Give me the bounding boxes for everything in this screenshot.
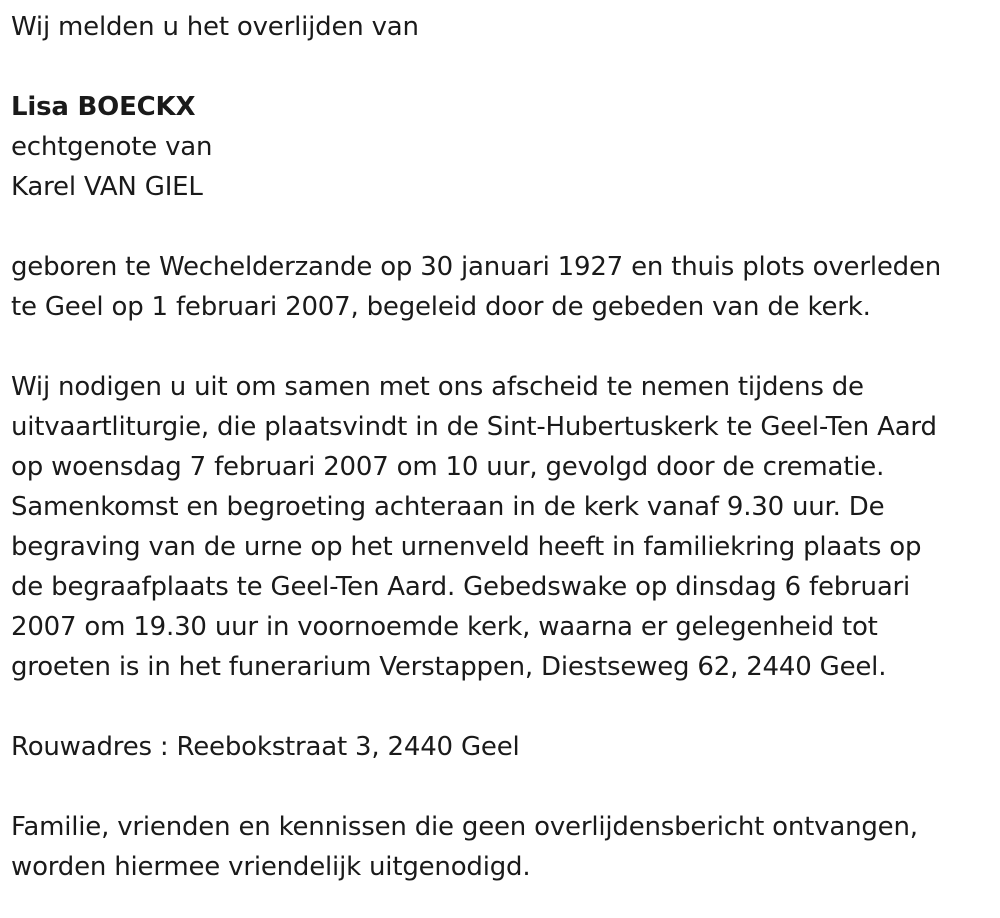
spouse-name: Karel VAN GIEL — [11, 172, 203, 202]
intro-text: Wij melden u het overlijden van — [11, 12, 419, 42]
death-notice — [11, 7, 986, 887]
deceased-name: Lisa BOECKX — [11, 92, 196, 122]
mourning-address: Rouwadres : Reebokstraat 3, 2440 Geel — [11, 732, 520, 762]
closing-paragraph: Familie, vrienden en kennissen die geen overlijdensbericht ontvangen, worden hiermee vriendelijk uitgenodigd. — [11, 812, 918, 882]
birth-death-paragraph: geboren te Wechelderzande op 30 januari 1927 en thuis plots overleden te Geel op 1 februari 2007, begeleid door de gebeden van de kerk. — [11, 252, 942, 322]
invitation-paragraph: Wij nodigen u uit om samen met ons afscheid te nemen tijdens de uitvaartliturgie, die plaatsvindt in de Sint-Hubertuskerk te Geel-Ten Aard op woensdag 7 februari 2007 om 10 uur, gevolgd door de crematie. Samenkomst en begroeting achteraan in de kerk vanaf 9.30 uur. De begraving van de urne op het urnenveld heeft in familiekring plaats op de begraafplaats te Geel-Ten Aard. Gebedswake op dinsdag 6 februari 2007 om 19.30 uur in voornoemde kerk, waarna er gelegenheid tot groeten is in het funerarium Verstappen, Diestseweg 62, 2440 Geel. — [11, 372, 937, 682]
relation-text: echtgenote van — [11, 132, 213, 162]
